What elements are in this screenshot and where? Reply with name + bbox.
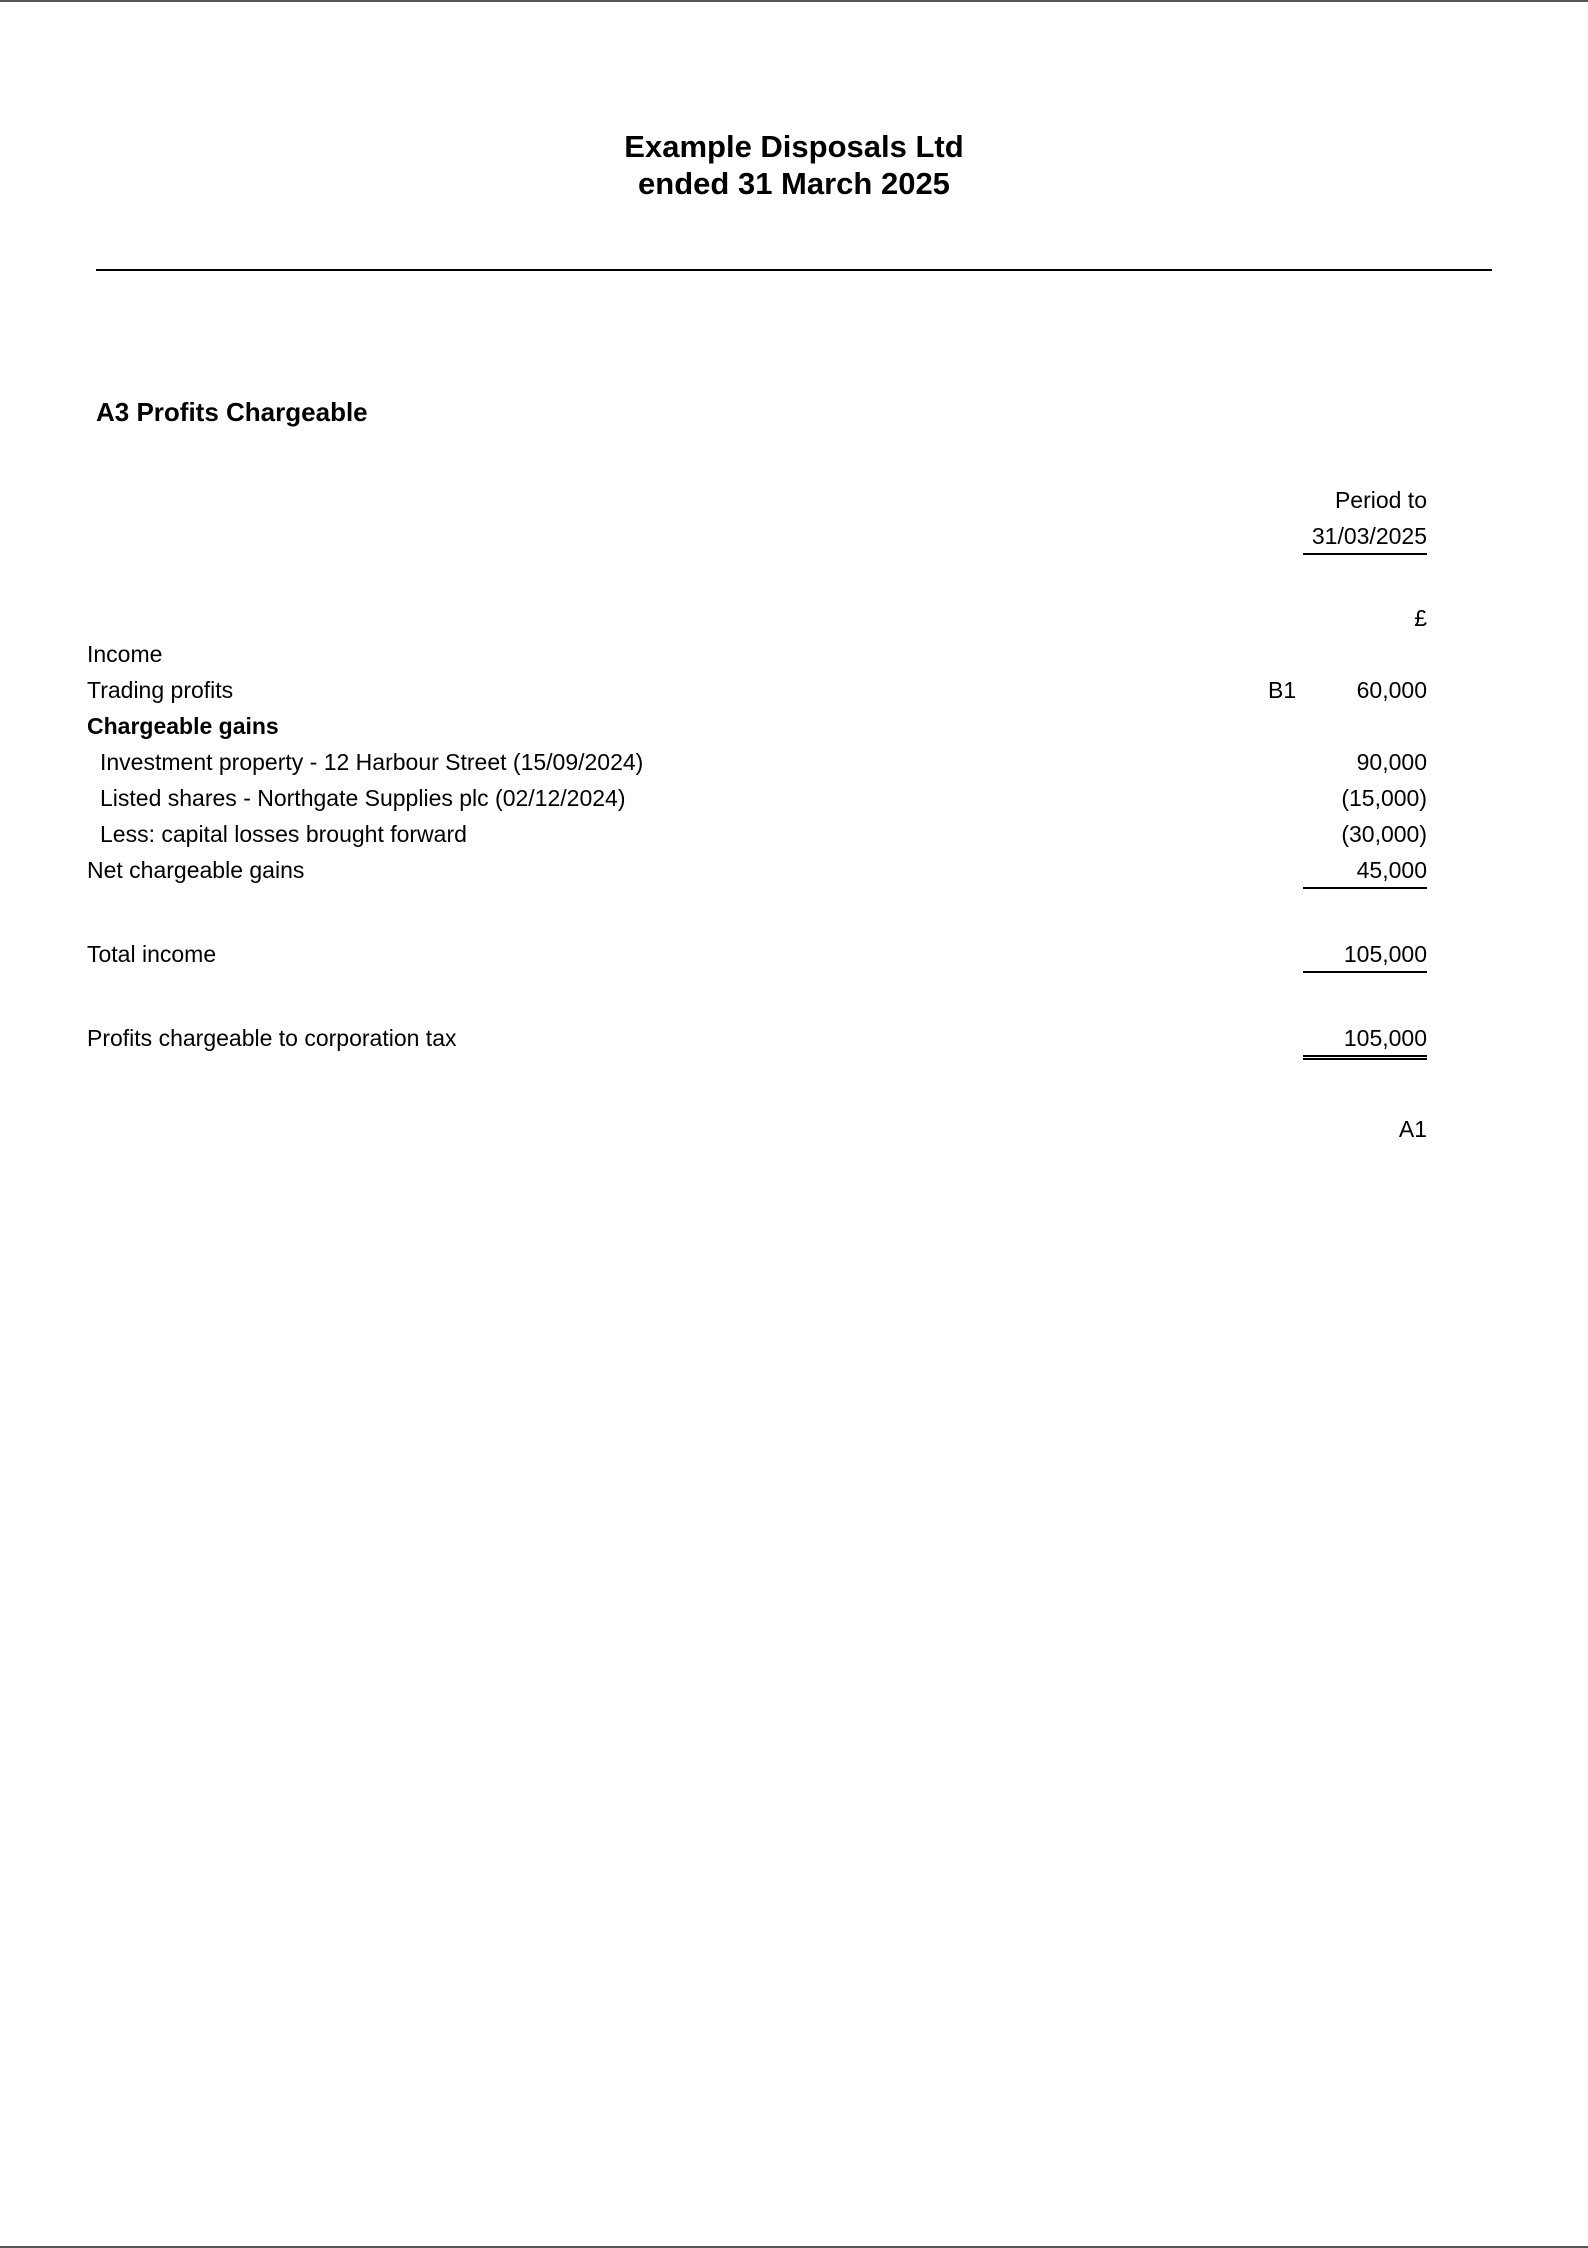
capital-losses-label: Less: capital losses brought forward [100, 821, 467, 847]
cross-reference: A1 [1398, 1116, 1427, 1142]
listed-shares-amount: (15,000) [1341, 785, 1427, 811]
period-ended: ended 31 March 2025 [638, 166, 950, 201]
capital-losses-amount: (30,000) [1341, 821, 1427, 847]
trading-profits-amount: 60,000 [1356, 677, 1427, 703]
total-income-label: Total income [87, 941, 217, 967]
net-chargeable-gains-label: Net chargeable gains [87, 857, 305, 883]
column-heading: Period to [1334, 487, 1427, 513]
column-date: 31/03/2025 [1303, 521, 1427, 555]
net-chargeable-gains-amount: 45,000 [1303, 855, 1427, 889]
page-top-border [0, 0, 1588, 2]
investment-property-amount: 90,000 [1356, 749, 1427, 775]
trading-profits-label: Trading profits [87, 677, 234, 703]
company-name: Example Disposals Ltd [624, 129, 964, 164]
chargeable-gains-heading: Chargeable gains [87, 713, 279, 739]
trading-profits-note-ref: B1 [1268, 677, 1297, 703]
header-divider [96, 269, 1492, 271]
income-label: Income [87, 641, 163, 667]
total-income-amount: 105,000 [1303, 939, 1427, 973]
investment-property-label: Investment property - 12 Harbour Street (15/09/2024) [100, 749, 644, 775]
profits-chargeable-amount: 105,000 [1303, 1023, 1427, 1060]
profits-chargeable-label: Profits chargeable to corporation tax [87, 1025, 457, 1051]
document-header [0, 128, 1588, 202]
section-title: A3 Profits Chargeable [96, 397, 368, 427]
listed-shares-label: Listed shares - Northgate Supplies plc (02/12/2024) [100, 785, 626, 811]
currency-symbol: £ [1414, 605, 1427, 631]
